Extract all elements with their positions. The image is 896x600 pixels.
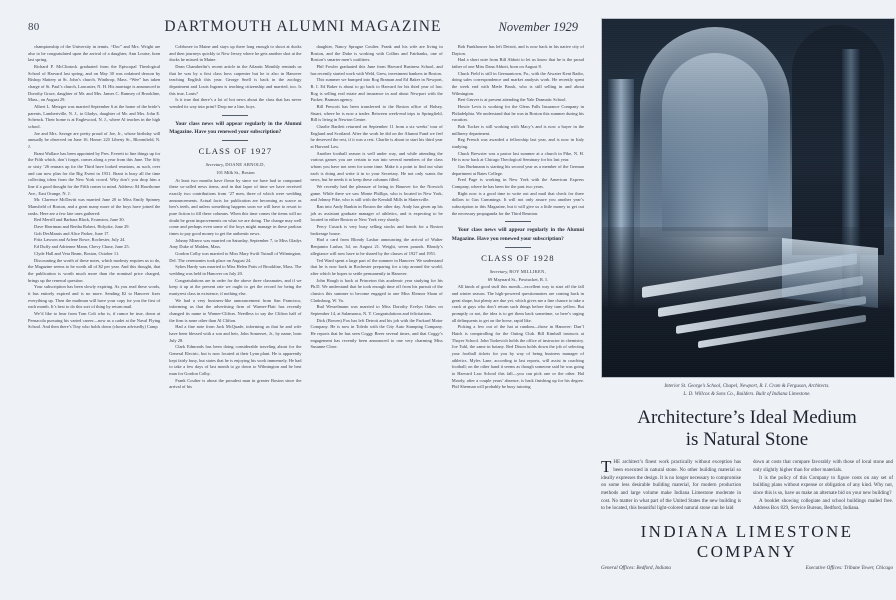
paragraph: Your subscription has been slowly expiring. As you read these words, it has entirely expired and is no more. Sending $2 to Hanover fixes everything up. Then the mailman will have your copy for you the first of each month. It’s best to do this sort of thing by return mail. — [28, 284, 161, 310]
paragraph: All kinds of good stuff this month—excellent way to start off the fall and winter season. The high-powered questionnaires are coming back in great shape, but plenty are due yet, which gives me a fine chance to take a crack at guys who don’t return such things before they turn yellow. But promptly or not, the idea is to get them back sometime, so here’s urging all delinquents to get on the horse, rapid like. — [451, 284, 584, 323]
photo-halftone-grain — [602, 19, 894, 377]
paragraph: Ran into Andy Rankin in Boston the other day. Andy has given up his job as assistant graduate manager of athletics, and is expecting to be located in either Boston or New York very shortly. — [310, 204, 443, 223]
paragraph: Bill Prescott has been transferred to the Boston office of Halsey, Stuart, where he is now a trader. Between week-end trips to Springfield, Bill is living in Newton Centre. — [310, 104, 443, 123]
paragraph: Phil Fowler graduated this June from Harvard Business School, and has recently started work with Weld, Grew, investment bankers in Boston. — [310, 64, 443, 76]
divider-rule — [505, 247, 531, 248]
paragraph: daughter, Nancy Sprague Coulter. Frank and his wife are living in Boston, and the Duke is working with Collins and Fairbanks, one of Boston’s smarter men’s outfitters. — [310, 44, 443, 63]
paragraph: Frank Coulter is about the proudest man in greater Boston since the arrival of his — [169, 377, 302, 390]
photo-caption-line-1: Interior St. George’s School, Chapel, Newport, R. I. Cram & Ferguson, Architects. — [664, 384, 830, 389]
class-heading-1928: CLASS OF 1928 — [481, 253, 555, 264]
paragraph: Ed Duffy and Adrienne Mann, Chevy Chase, June 25. — [34, 244, 130, 250]
paragraph: Howie Levis is working for the Glens Falls Insurance Company in Philadelphia. We understand that he was in Boston this summer during his vacation. — [451, 104, 584, 123]
paragraph: Gordon Colby was married to Miss Mary Swift Tutnall of Wilmington, Del. The ceremonies took place on August 24. — [169, 250, 302, 263]
class-heading-1927: CLASS OF 1927 — [198, 146, 273, 157]
secretary-line — [452, 268, 584, 275]
column-3 — [311, 44, 443, 351]
paragraph: Right now is a good time to write out and mail that check for three dollars to Gus Cummings. It will not only assure you another year’s subscription to this Magazine, but it will give us a little money to get out the necessary propaganda for the Third Reunion. — [451, 190, 584, 216]
paragraph: Red Merrill and Barbara Black, Evanston, June 30. — [34, 217, 125, 223]
ad-brand-block — [601, 522, 893, 571]
paragraph: Clyde Hall and Vera Beam, Boston, October 11. — [34, 250, 120, 256]
paragraph: We had a very business-like announcement from San Francisco, informing us that the advertising firm of Warner-Flair has recently changed its name to Warner-Clifton. Needless to say the Clifton half of the firm is none other than Al Clifton. — [169, 297, 302, 323]
paragraph: Discounting the worth of these notes, which modesty requires us to do, the Magazine seems to be worth all of $2 per year. And this thought, that the publication is worth much more than the nominal price charged, brings up the renewal question. — [28, 257, 161, 283]
photo-caption-line-2: L. D. Willcox & Sons Co., Builders. Built of Indiana Limestone. — [683, 391, 811, 397]
secretary-address: 101 Milk St., Boston — [216, 170, 255, 176]
general-offices: General Offices: Bedford, Indiana — [601, 564, 671, 571]
paragraph: We’d like to hear from Tom Colt who is, if rumor be true, down at Pensacola pursuing his varied career—now as a cadet at the Naval Flying School. And then there’s Tiny who holds down (chosen advisedly) Camp — [28, 310, 161, 330]
ad-dropcap: T — [601, 457, 612, 477]
masthead — [28, 18, 578, 40]
paragraph: Ted Ward spent a large part of the summer in Hanover. We understand that he is now back in Rochester preparing for a trip around the world, after which he hopes to settle permanently in Hanover. — [310, 257, 443, 276]
ad-body-columns — [601, 459, 893, 513]
executive-offices: Executive Offices: Tribune Tower, Chicago — [805, 564, 893, 571]
page-number: 80 — [28, 21, 40, 33]
divider-rule — [222, 115, 248, 116]
paragraph: Goh DesMarais and Alice Parker, June 17. — [34, 230, 110, 236]
paragraph: John Hough is back at Princeton this academic year studying for his Ph.D. We understand that he took enough time off from his pursuit of the classics this summer to become engaged to one Miss Eleanor Sloan of Clarksburg, W. Va. — [310, 277, 443, 303]
magazine-title: DARTMOUTH ALUMNI MAGAZINE — [164, 18, 442, 35]
secretary-line — [169, 161, 301, 168]
ad-paragraph: It is the policy of this Company to figure costs on any set of building plans without expense or obligation of any kind. Why not, since this is so, have us make an alternate bid on your new building? — [753, 474, 893, 496]
paragraph: Dick (Bowen) Fox has left Detroit and his job with the Packard Motor Company. He is now in Toledo with the City Auto Stamping Company. He reports that he has seen Coggy Breer several times, and that Coggy’s engagement has recently been announced to one very charming Miss Susanne Close. — [310, 317, 443, 350]
company-offices — [601, 565, 893, 571]
ad-headline-line-2: is Natural Stone — [685, 428, 809, 450]
paragraph: Brant Wallace has been appointed by Pres. Everett to line things up for the Fifth which, don’t forget, comes along a year from this June. The fifty or sixty ’26 reunars up for the Third have looked reunions, as such, over and can now plan for the Big Event in 1931. Brant is busy all the time collecting ideas from the New York crowd. Why don’t you drop him a line if a good thought for the Fifth comes to mind. Address: 84 Hawthorne Ave., East Orange, N. J. — [28, 150, 161, 196]
paragraph: Clark Edmonds has been doing considerable traveling about for the General Electric, but is now located at their Lynn plant. He is apparently kept fairly busy, but states that he is enjoying his work immensely. He had to take a few days of last month to go down to Wilmington and be best man for Gordon Colby. — [169, 344, 302, 377]
paragraph: Bob Tucker is still working with Macy’s and is now a buyer in the millinery department. — [451, 124, 584, 136]
paragraph: Percy Cusack is very busy selling stocks and bonds for a Boston brokerage house. — [310, 224, 443, 236]
class-news-note: Your class news will appear regularly in the Alumni Magazine. Have you renewed your subscription? — [451, 227, 584, 242]
paragraph: Congratulations are in order for the above three classmates, and if we keep it up at the present rate we ought to get the record for being the martyrest class in existence, if nothing else. — [169, 277, 302, 296]
paragraph: Charlie Bartlett returned on September 11 from a six weeks’ tour of England and Scotland. After the work he did on the Alumni Fund we feel he deserved the rest, if it was a rest. Charlie is about to start his third year at Harvard Law. — [310, 124, 443, 150]
paragraph: Had a fine note from Jack McQuade, informing us that he and wife have been blessed with a son and heir, John Somerset, Jr., by name, born July 28. — [169, 324, 302, 343]
paragraph: Albert L. Metzger was married September 6 at the home of the bride’s parents, Lambertville, N. J., to Gladys, daughter of Mr. and Mrs. John E. Schenck. Their home is at Englewood, N. J., where Al teaches in the high school. — [28, 104, 161, 130]
paragraph: Cobbosee in Maine and stays up there long enough to shoot at ducks and then journeys quickly to New Jersey where he gets another shot at the ducks he missed in Maine. — [169, 44, 302, 63]
ad-paragraph: A booklet showing collegiate and school buildings mailed free. Address Box 829, Service Bureau, Bedford, Indiana. — [753, 497, 893, 512]
paragraph: Fritz Lawson and Arlene Rowe, Rochester, July 24. — [34, 237, 126, 243]
paragraph: Bud Wesselmann was married to Miss Dorothy Evelyn Oakes on September 14, at Salamanca, N. Y. Congratulations and felicitations. — [310, 304, 443, 316]
paragraph: Dean Chamberlin’s recent article in the Atlantic Monthly reminds us that he was by a first class boss carpenter but he is also in Hanover teaching English this year. George Snell is back in the zoology department and Louis Ingram is teaching citizenship and married, too. Is this true, Louis? — [169, 64, 302, 96]
column-1 — [28, 44, 160, 331]
issue-date: November 1929 — [498, 20, 578, 34]
paragraph: Bob Funkhouser has left Detroit, and is now back in his native city of Dayton. — [451, 44, 584, 56]
paragraph: We recently had the pleasure of being in Hanover for the Norwich game. While there we saw Monte Phillips, who is located in New York, and Johnny Pike, who is still with the Kendall Mills in Slatersville. — [310, 184, 443, 203]
paragraph: Johnny Mizero was married on Saturday, September 7, to Miss Gladys Amy Duke of Malden, Mass. — [169, 237, 302, 250]
divider-rule — [505, 221, 531, 222]
secretary-name: ROY MILLIKEN, — [509, 269, 546, 275]
paragraph: Chuck Brewster was a pastor last summer at a church in Pike, N. H. He is now back at Chicago Theological Seminary for his last year. — [451, 150, 584, 163]
paragraph: championship of the University in tennis. “Doc” and Mrs. Wright are also to be congratulated upon the arrival of a daughter, Ann Louise, born last spring. — [28, 44, 161, 63]
paragraph: Dave Harriman and Bertha Robert, Holyoke, June 29. — [34, 224, 130, 230]
ad-paragraph: HE architect’s finest work practically without exception has been executed in natural stone. No other building material so ideally expresses the design. It is no longer necessary to compromise on some less desirable building material, for modern production methods and large volume make Indiana Limestone moderate in cost. No matter in what part of the United States the new building is to be located, this beautiful light-colored natural stone can be laid — [601, 459, 741, 512]
advertisement — [598, 0, 896, 600]
secretary-address: 69 Maynard St., Pawtucket, R. I. — [487, 277, 548, 283]
ad-headline-line-1: Architecture’s Ideal Medium — [637, 407, 857, 428]
divider-rule — [222, 140, 248, 141]
chapel-interior-photo — [601, 18, 895, 378]
ad-body-right — [753, 459, 893, 513]
paragraph: Gus Burkmann is starting his second year as a member of the German department at Bates College. — [451, 164, 584, 176]
paragraph: This summer we bumped into Rog Braman and Ed Baker in Newport, R. I. Ed Baker is about to go back to Harvard for his third year of law. Rog is selling real estate and insurance in and about Newport with the Packer, Braman agency. — [310, 77, 443, 103]
class-news-note: Your class news will appear regularly in the Alumni Magazine. Have you renewed your subscription? — [169, 120, 302, 136]
paragraph: Had a short note from Bill Abbott to let us know that he is the proud father of one Miss Dana Abbott, born on August 8. — [451, 57, 584, 70]
ad-paragraph: down at costs that compare favorably with those of local stone and only slightly higher than for other materials. — [753, 459, 893, 473]
ad-headline — [601, 407, 893, 450]
text-columns — [28, 44, 584, 579]
secretary-label: Secretary, — [205, 162, 225, 168]
paragraph: At least two months have flown by since we have had to compound these so-called news items, and in that lapse of time we have received exactly two contributions from ’27 men, three of which were wedding announcements. Actual facts for publication are becoming as scarce as hen’s teeth, and unless something happens soon we will have to resort to pure fiction to fill these columns. When this time comes the items will no doubt be great improvements on what we are doing. The change may well come and perhaps even some of the boys might manage in these parlous times to pay good money to get the authentic news. — [169, 177, 302, 236]
paragraph: Chuck Field is still in Germantown, Pa., with the Atwater Kent Radio, doing sales correspondence and market analysis work. He recently spent the week end with Merle Brush, who is still selling in and about Wilmington. — [451, 70, 584, 96]
paragraph: Bert Gruver is at present attending the Yale Dramatic School. — [457, 97, 567, 103]
paragraph: Had a card from Blondy Lashar announcing the arrival of Walter Benjamin Lashar, 3d, on August 21. Weight, seven pounds. Blondy’s allegiance will now have to be shared by the classes of 1927 and 1951. — [310, 237, 443, 256]
paragraph: Richard P. McClintock graduated from the Episcopal Theological School of Harvard last spring, and on May 30 was ordained deacon by Bishop Slattery at St. John’s church, Winthrop, Mass. “Wee” has taken charge of St. Paul’s church, Lancaster, N. H. His marriage is announced to Dorothy Grace, daughter of Mr. and Mrs. James C. Ramsey of Brookline, Mass., on August 29. — [28, 64, 161, 103]
paragraph: Fred Page is working in New York with the American Express Company, where he has been for the past two years. — [451, 177, 584, 190]
column-2 — [169, 44, 301, 391]
paragraph: Reg French was awarded a fellowship last year, and is now in Italy studying. — [451, 137, 584, 150]
paragraph: Picking a few out of the hat at random—those in Hanover: Dan’l Hatch is comptrolling for the Outing Club. Bill Kimball instructs at Thayer School. John Turkevich holds the office of instructor in chemistry. Joe Tuhl, the same in botany. Red Dixon holds down the job of selecting your football tickets for you by way of being business manager of athletics. Myles Lane, according to last reports, will assist in coaching football; on the other hand it seems as though someone said he was going to Harvard Law School this fall—you can pick one or the other. Hal Moody, after a couple years’ absence, is back finishing up for his degree. Phil Sherman will probably be busy tutoring — [451, 324, 584, 390]
paragraph: Mr. Clarence McDavitt was married June 20 to Miss Emily Spinney Mansfield of Boston, and a great many more of the boys have joined the ranks. Here are a few late ones gathered: — [28, 197, 161, 216]
ad-body-left — [601, 459, 741, 513]
photo-caption — [601, 383, 893, 398]
paragraph: Sykes Hardy was married to Miss Helen Potts of Brookline, Mass. The wedding was held in Hanover on July 20. — [169, 264, 302, 276]
paragraph: Another football season is well under way, and while attending the various games you are certain to run into several members of the class whom you have not seen for some time. Make it a point to find out what each is doing and write it in to your Secretary. He not only wants the news, but he needs it to keep these columns filled. — [310, 150, 443, 183]
secretary-name: DOANE ARNOLD, — [225, 162, 266, 168]
paragraph: Joe and Mrs. Savage are pretty proud of Joe, Jr., whose birthday will annually be observed on June 16. Home: 225 Liberty St., Bloomfield, N. J. — [28, 130, 161, 150]
column-4 — [452, 44, 584, 391]
secretary-label: Secretary, — [489, 269, 509, 275]
paragraph: Is it true that there’s a lot of hot news about the class that has never wended its way into print? Drop me a line, boys. — [169, 97, 302, 110]
company-name: INDIANA LIMESTONE COMPANY — [640, 521, 854, 561]
